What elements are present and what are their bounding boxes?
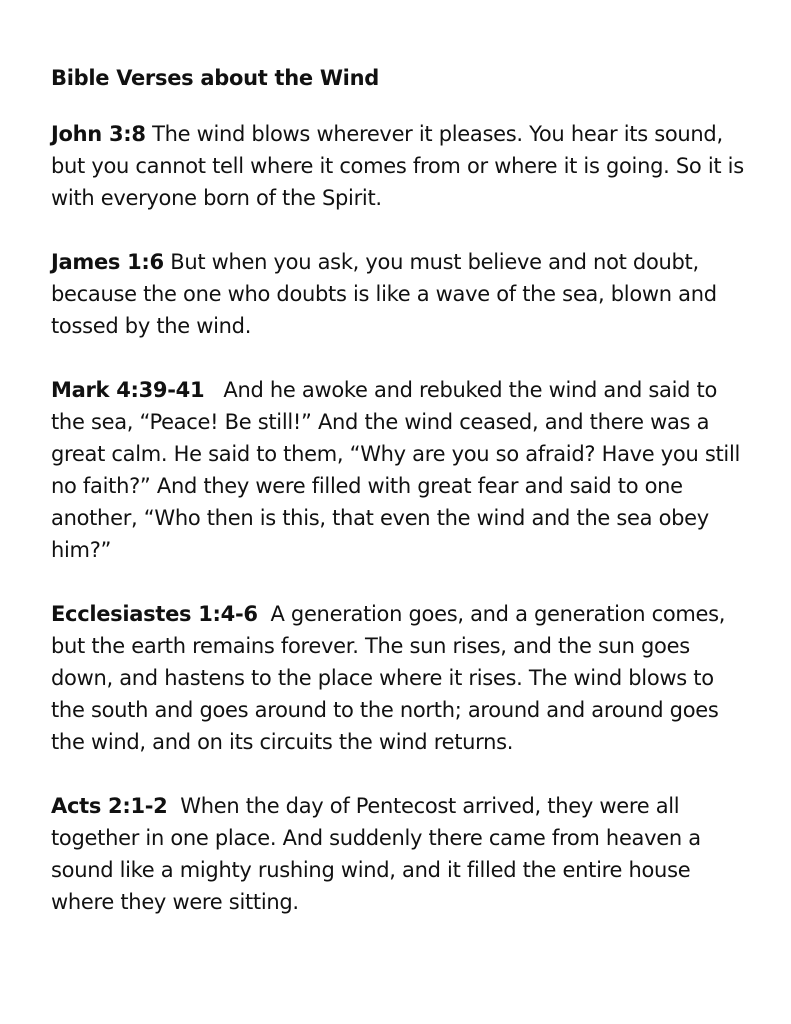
verse-mark-4-39-41 xyxy=(51,374,751,566)
verse-reference: Mark 4:39-41 xyxy=(51,378,205,402)
verse-ecclesiastes-1-4-6 xyxy=(51,598,751,758)
verse-text: When the day of Pentecost arrived, they were all together in one place. And suddenly there came from heaven a sound like a mighty rushing wind, and it filled the entire house where they were sitting. xyxy=(51,794,701,914)
verse-james-1-6 xyxy=(51,246,751,342)
page-title: Bible Verses about the Wind xyxy=(51,66,379,90)
verse-reference: James 1:6 xyxy=(51,250,164,274)
verse-text: But when you ask, you must believe and not doubt, because the one who doubts is like a wave of the sea, blown and tossed by the wind. xyxy=(51,250,717,338)
verse-reference: Acts 2:1-2 xyxy=(51,794,168,818)
verse-john-3-8 xyxy=(51,118,751,214)
document-page xyxy=(51,62,751,950)
verse-text: And he awoke and rebuked the wind and said to the sea, “Peace! Be still!” And the wind ceased, and there was a great calm. He said to them, “Why are you so afraid? Have you still no faith?” And they were filled with great fear and said to one another, “Who then is this, that even the wind and the sea obey him?” xyxy=(51,378,741,562)
verse-acts-2-1-2 xyxy=(51,790,751,918)
verse-reference: John 3:8 xyxy=(51,122,146,146)
verse-reference: Ecclesiastes 1:4-6 xyxy=(51,602,258,626)
verse-text: A generation goes, and a generation comes, but the earth remains forever. The sun rises, and the sun goes down, and hastens to the place where it rises. The wind blows to the south and goes around to the north; around and around goes the wind, and on its circuits the wind returns. xyxy=(51,602,726,754)
verse-text: The wind blows wherever it pleases. You hear its sound, but you cannot tell where it comes from or where it is going. So it is with everyone born of the Spirit. xyxy=(51,122,744,210)
